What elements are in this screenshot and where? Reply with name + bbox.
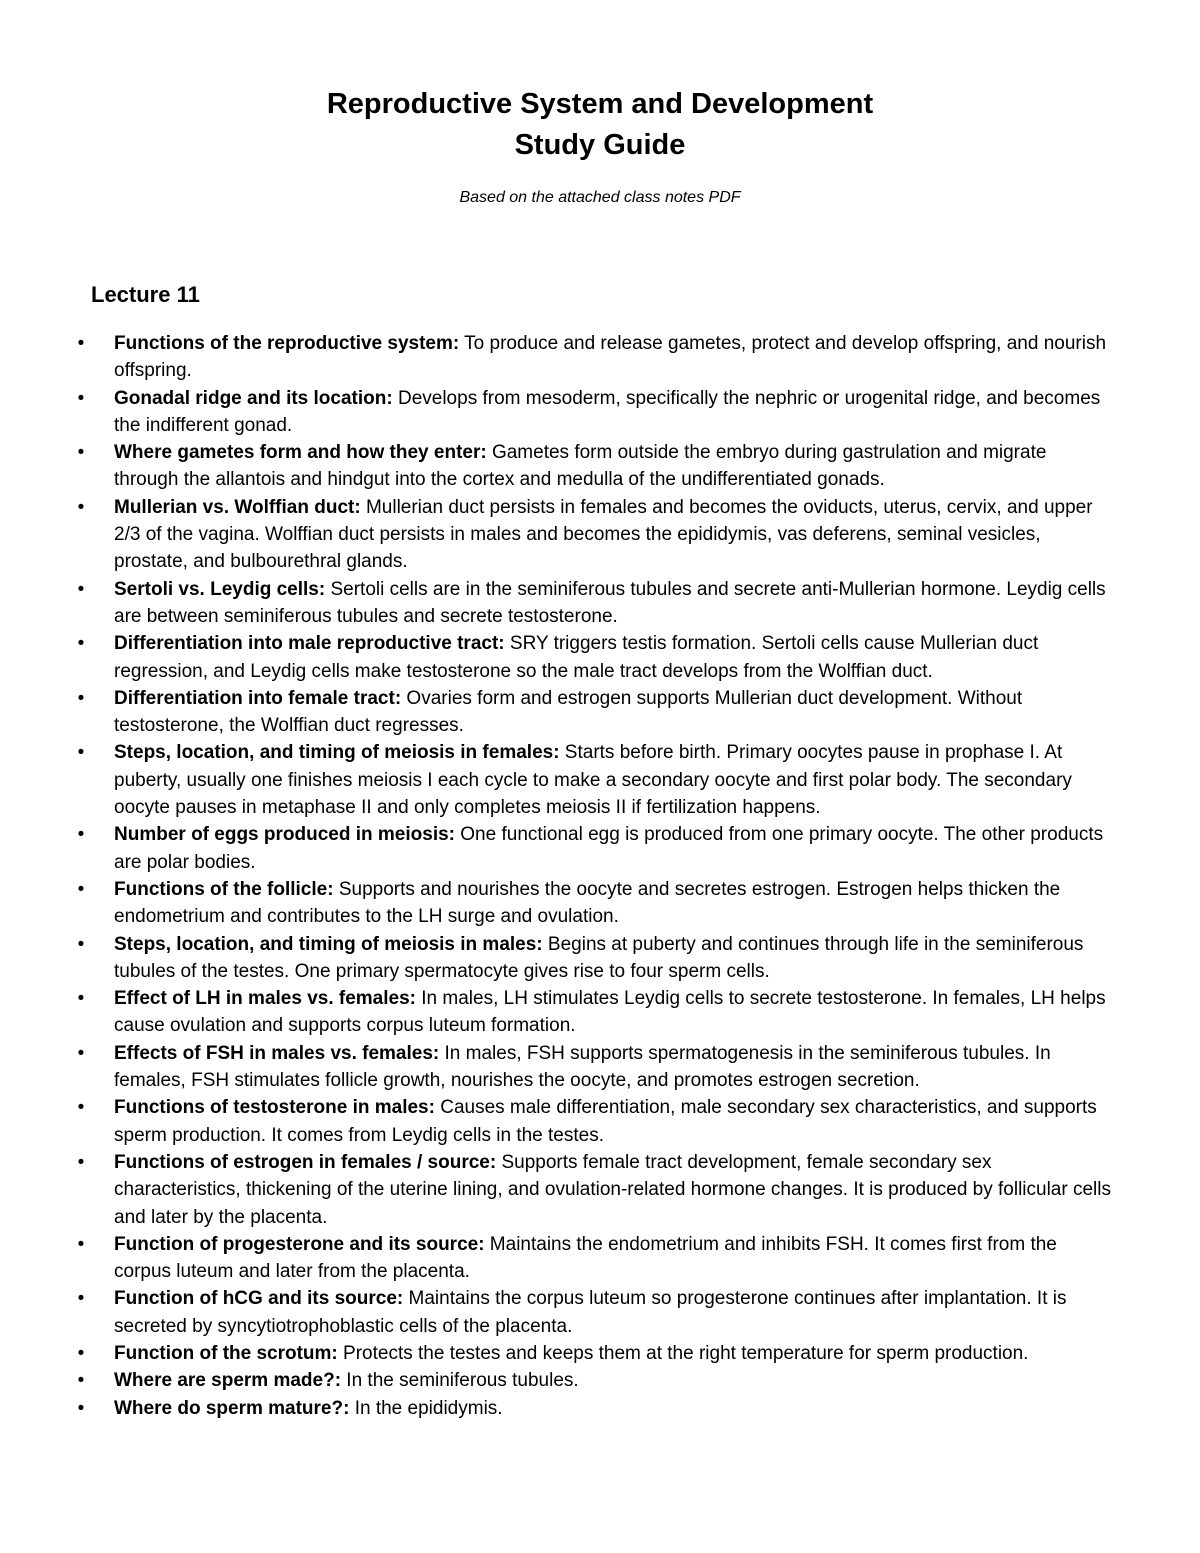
bullet-list — [0, 330, 1200, 1422]
bullet-icon: • — [77, 878, 85, 900]
item-term: Where do sperm mature?: — [114, 1397, 350, 1419]
list-item — [0, 1285, 1200, 1340]
bullet-icon: • — [77, 1288, 85, 1310]
list-item — [0, 931, 1200, 986]
list-item — [0, 439, 1200, 494]
bullet-icon: • — [77, 387, 85, 409]
list-item — [0, 821, 1200, 876]
list-item — [0, 985, 1200, 1040]
list-item — [0, 494, 1200, 576]
bullet-icon: • — [77, 333, 85, 354]
item-term: Mullerian vs. Wolffian duct: — [114, 496, 361, 518]
item-text: Sertoli cells are in the seminiferous tubules and secrete anti-Mullerian hormone. Leydig cells are between seminiferous tubules and secrete testosterone. — [114, 578, 1106, 627]
list-item — [0, 330, 1200, 385]
list-item — [0, 1367, 1200, 1394]
document-subtitle-heading: Study Guide — [514, 129, 686, 161]
item-text: Gametes form outside the embryo during gastrulation and migrate through the allantois and hindgut into the cortex and medulla of the undifferentiated gonads. — [114, 442, 1047, 491]
item-term: Gonadal ridge and its location: — [114, 387, 393, 409]
item-text: SRY triggers testis formation. Sertoli cells cause Mullerian duct regression, and Leydig cells make testosterone so the male tract develops from the Wolffian duct. — [114, 633, 1039, 682]
list-item — [0, 1340, 1200, 1367]
list-item — [0, 876, 1200, 931]
item-term: Effects of FSH in males vs. females: — [114, 1042, 440, 1064]
document-title: Reproductive System and Development — [326, 88, 874, 120]
item-text: Supports female tract development, female secondary sex characteristics, thickening of the uterine lining, and ovulation-related hormone changes. It is produced by follicular cells and later by the placenta. — [114, 1151, 1111, 1228]
item-text: To produce and release gametes, protect and develop offspring, and nourish offspring. — [114, 333, 1107, 382]
item-text: Begins at puberty and continues through life in the seminiferous tubules of the testes. One primary spermatocyte gives rise to four sperm cells. — [114, 933, 1084, 982]
item-text: In the seminiferous tubules. — [341, 1370, 579, 1392]
item-term: Differentiation into female tract: — [114, 687, 402, 709]
list-item — [0, 576, 1200, 631]
document-source-note: Based on the attached class notes PDF — [459, 189, 741, 206]
item-term: Number of eggs produced in meiosis: — [114, 824, 455, 846]
bullet-icon: • — [77, 1151, 85, 1173]
bullet-icon: • — [77, 1370, 85, 1392]
list-item — [0, 1040, 1200, 1095]
list-item — [0, 1149, 1200, 1231]
list-item — [0, 1231, 1200, 1286]
list-item — [0, 630, 1200, 685]
item-text: Maintains the endometrium and inhibits FSH. It comes first from the corpus luteum and later from the placenta. — [114, 1233, 1057, 1283]
bullet-icon: • — [77, 1233, 85, 1255]
item-text: Develops from mesoderm, specifically the nephric or urogenital ridge, and becomes the indifferent gonad. — [114, 387, 1101, 436]
item-term: Functions of testosterone in males: — [114, 1097, 435, 1119]
item-term: Function of the scrotum: — [114, 1342, 338, 1364]
item-text: In the epididymis. — [349, 1397, 503, 1419]
bullet-icon: • — [77, 1042, 85, 1064]
item-text: Starts before birth. Primary oocytes pause in prophase I. At puberty, usually one finishes meiosis I each cycle to make a secondary oocyte and first polar body. The secondary oocyte pauses in metaphase II and only completes meiosis II if fertilization happens. — [114, 742, 1072, 819]
bullet-icon: • — [77, 1097, 85, 1119]
section-heading: Lecture 11 — [91, 282, 200, 307]
bullet-icon: • — [77, 687, 85, 709]
bullet-icon: • — [77, 1397, 85, 1419]
bullet-icon: • — [77, 824, 85, 846]
list-item — [0, 739, 1200, 821]
list-item — [0, 1395, 1200, 1422]
item-term: Functions of estrogen in females / source: — [114, 1151, 497, 1173]
item-term: Effect of LH in males vs. females: — [114, 988, 416, 1010]
bullet-icon: • — [77, 442, 85, 464]
item-term: Differentiation into male reproductive tract: — [114, 633, 505, 655]
item-term: Where gametes form and how they enter: — [114, 442, 487, 464]
bullet-icon: • — [77, 988, 85, 1010]
item-term: Steps, location, and timing of meiosis in males: — [114, 933, 543, 955]
item-text: Ovaries form and estrogen supports Mullerian duct development. Without testosterone, the Wolffian duct regresses. — [114, 687, 1023, 737]
item-text: One functional egg is produced from one primary oocyte. The other products are polar bodies. — [114, 824, 1104, 873]
item-text: Supports and nourishes the oocyte and secretes estrogen. Estrogen helps thicken the endometrium and contributes to the LH surge and ovulation. — [114, 878, 1061, 928]
item-text: Maintains the corpus luteum so progesterone continues after implantation. It is secreted by syncytiotrophoblastic cells of the placenta. — [114, 1288, 1067, 1337]
item-term: Functions of the reproductive system: — [114, 333, 460, 354]
item-text: Causes male differentiation, male secondary sex characteristics, and supports sperm production. It comes from Leydig cells in the testes. — [114, 1097, 1097, 1146]
list-item — [0, 685, 1200, 740]
item-term: Where are sperm made?: — [114, 1370, 342, 1392]
item-term: Sertoli vs. Leydig cells: — [114, 578, 326, 600]
item-term: Functions of the follicle: — [114, 878, 334, 900]
bullet-icon: • — [77, 496, 85, 518]
item-term: Function of hCG and its source: — [114, 1288, 404, 1310]
item-text: In males, FSH supports spermatogenesis in the seminiferous tubules. In females, FSH stimulates follicle growth, nourishes the oocyte, and promotes estrogen secretion. — [114, 1042, 1051, 1092]
item-text: In males, LH stimulates Leydig cells to secrete testosterone. In females, LH helps cause ovulation and supports corpus luteum formation. — [114, 988, 1106, 1037]
bullet-icon: • — [77, 933, 85, 955]
bullet-icon: • — [77, 742, 85, 764]
item-text: Protects the testes and keeps them at the right temperature for sperm production. — [337, 1342, 1029, 1364]
bullet-icon: • — [77, 578, 85, 600]
bullet-icon: • — [77, 633, 85, 655]
item-term: Function of progesterone and its source: — [114, 1233, 485, 1255]
bullet-icon: • — [77, 1342, 85, 1364]
item-term: Steps, location, and timing of meiosis in females: — [114, 742, 560, 764]
list-item — [0, 1094, 1200, 1149]
item-text: Mullerian duct persists in females and becomes the oviducts, uterus, cervix, and upper 2/3 of the vagina. Wolffian duct persists in males and becomes the epididymis, vas deferens, seminal vesicles, prostate, and bulbourethral glands. — [114, 496, 1093, 573]
list-item — [0, 385, 1200, 440]
